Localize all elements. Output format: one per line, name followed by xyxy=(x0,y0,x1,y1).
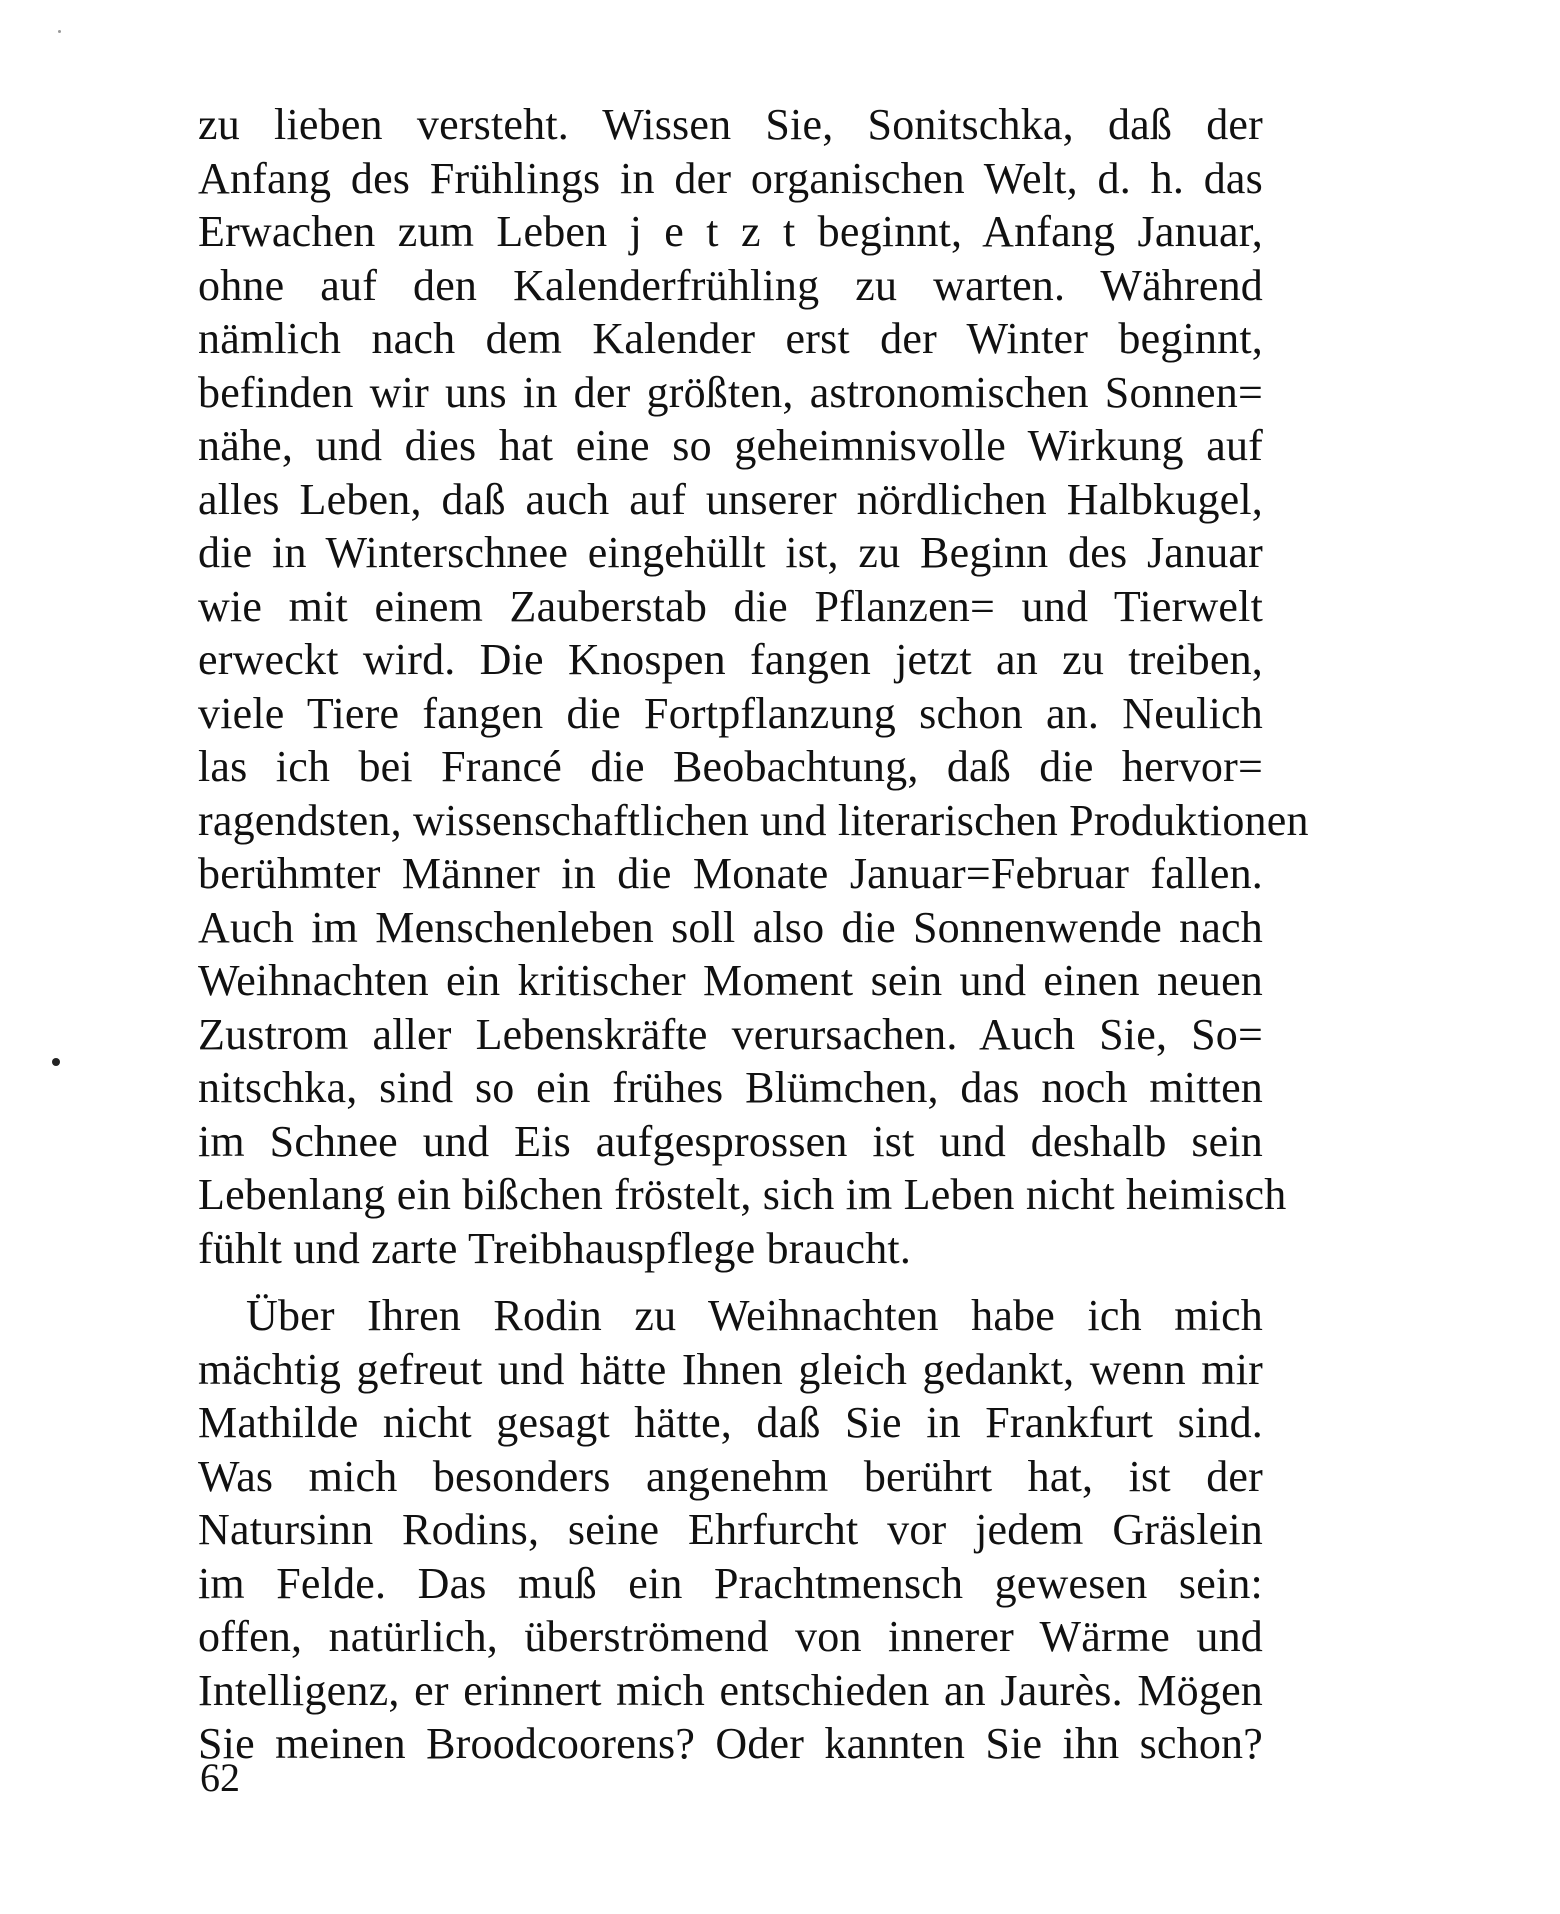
text-line: alles Leben, daß auch auf unserer nördlichen Halbkugel, xyxy=(198,474,1263,524)
text-line: Erwachen zum Leben j e t z t beginnt, Anfang Januar, xyxy=(198,207,1263,256)
scan-speck xyxy=(58,30,61,33)
text-line: fühlt und zarte Treibhauspflege braucht. xyxy=(198,1223,912,1273)
text-line: nämlich nach dem Kalender erst der Winter beginnt, xyxy=(198,314,1263,363)
text-line: ohne auf den Kalenderfrühling zu warten. Während xyxy=(198,260,1263,310)
text-line: Über Ihren Rodin zu Weihnachten habe ich mich xyxy=(246,1291,1263,1340)
text-line: die in Winterschnee eingehüllt ist, zu Beginn des Januar xyxy=(198,528,1263,577)
text-line: mächtig gefreut und hätte Ihnen gleich gedankt, wenn mir xyxy=(198,1344,1263,1394)
page-number: 62 xyxy=(200,1755,240,1800)
text-line: Natursinn Rodins, seine Ehrfurcht vor jedem Gräslein xyxy=(198,1505,1263,1554)
text-line: befinden wir uns in der größten, astronomischen Sonnen= xyxy=(198,367,1263,417)
text-line: Auch im Menschenleben soll also die Sonnenwende nach xyxy=(198,902,1263,952)
text-line: offen, natürlich, überströmend von innerer Wärme und xyxy=(198,1612,1263,1661)
body-text xyxy=(198,98,1309,1771)
scan-speck xyxy=(52,1058,60,1066)
text-line: las ich bei Francé die Beobachtung, daß die hervor= xyxy=(198,742,1263,791)
text-line: zu lieben versteht. Wissen Sie, Sonitschka, daß der xyxy=(198,100,1263,149)
text-line: Anfang des Frühlings in der organischen Welt, d. h. das xyxy=(198,153,1263,203)
text-line: Mathilde nicht gesagt hätte, daß Sie in Frankfurt sind. xyxy=(198,1398,1263,1447)
text-line: berühmter Männer in die Monate Januar=Februar fallen. xyxy=(198,849,1263,898)
text-line: viele Tiere fangen die Fortpflanzung schon an. Neulich xyxy=(198,688,1263,738)
text-line: Intelligenz, er erinnert mich entschieden an Jaurès. Mögen xyxy=(198,1665,1263,1715)
text-line: erweckt wird. Die Knospen fangen jetzt an zu treiben, xyxy=(198,635,1263,684)
text-line: nähe, und dies hat eine so geheimnisvolle Wirkung auf xyxy=(198,421,1263,470)
text-line: im Felde. Das muß ein Prachtmensch gewesen sein: xyxy=(198,1558,1263,1608)
text-line: Weihnachten ein kritischer Moment sein und einen neuen xyxy=(198,956,1263,1005)
text-line: Was mich besonders angenehm berührt hat, ist der xyxy=(198,1451,1263,1501)
text-line: Lebenlang ein bißchen fröstelt, sich im Leben nicht heimisch xyxy=(198,1170,1287,1219)
text-line: ragendsten, wissenschaftlichen und literarischen Produktionen xyxy=(198,795,1309,845)
paragraph-gap xyxy=(198,1275,1263,1289)
text-line: nitschka, sind so ein frühes Blümchen, das noch mitten xyxy=(198,1063,1263,1112)
text-line: Sie meinen Broodcoorens? Oder kannten Sie ihn schon? xyxy=(198,1719,1263,1768)
text-line: im Schnee und Eis aufgesprossen ist und deshalb sein xyxy=(198,1116,1263,1166)
text-line: Zustrom aller Lebenskräfte verursachen. Auch Sie, So= xyxy=(198,1009,1263,1059)
text-line: wie mit einem Zauberstab die Pflanzen= und Tierwelt xyxy=(198,581,1263,631)
